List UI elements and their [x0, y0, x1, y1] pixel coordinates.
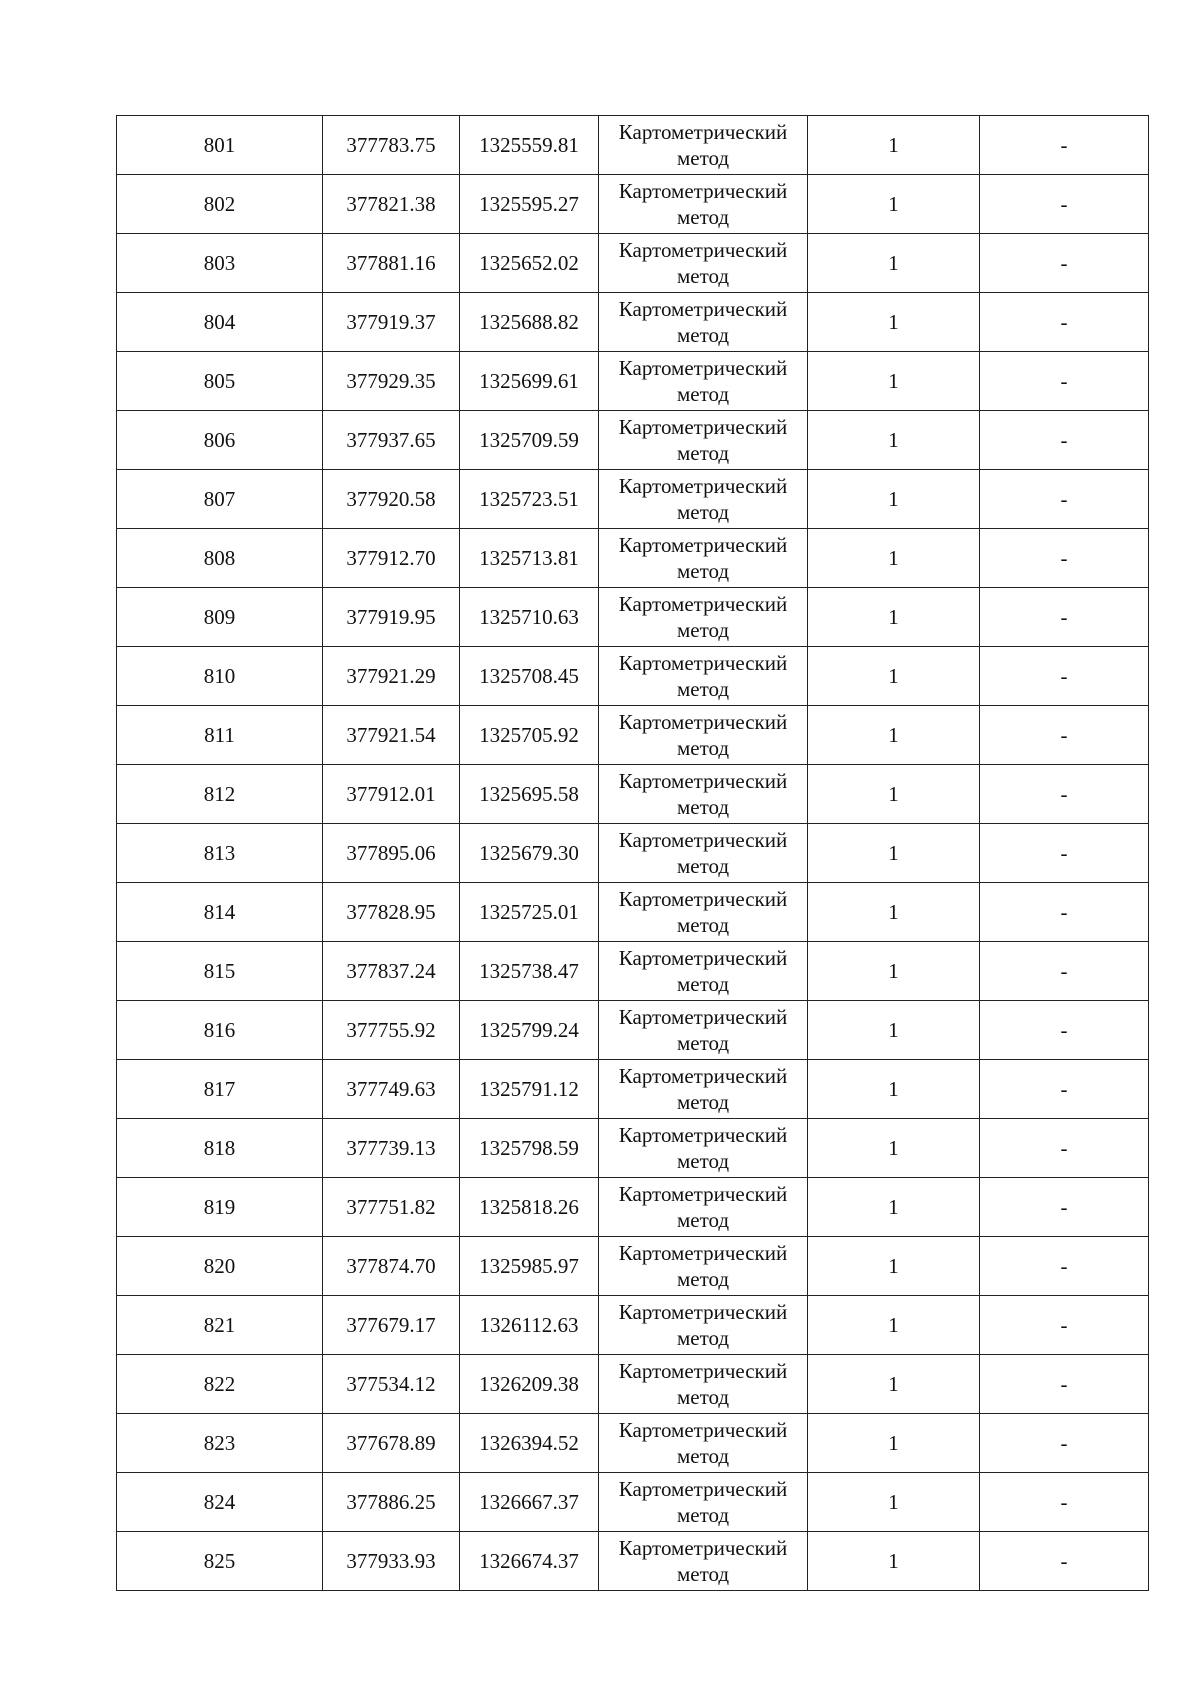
table-row: [117, 1355, 1149, 1414]
table-row: [117, 588, 1149, 647]
cell-note: -: [980, 1355, 1149, 1414]
cell-y-coordinate: 1326209.38: [460, 1355, 599, 1414]
cell-point-number: 805: [117, 352, 323, 411]
cell-point-number: 803: [117, 234, 323, 293]
cell-accuracy: 1: [808, 1532, 980, 1591]
method-line-2: метод: [676, 1267, 730, 1291]
cell-point-number: 802: [117, 175, 323, 234]
cell-x-coordinate: 377933.93: [323, 1532, 460, 1591]
cell-x-coordinate: 377821.38: [323, 175, 460, 234]
cell-method: [599, 588, 808, 647]
cell-accuracy: 1: [808, 1119, 980, 1178]
cell-y-coordinate: 1326394.52: [460, 1414, 599, 1473]
method-line-1: Картометрический: [618, 828, 788, 852]
cell-x-coordinate: 377783.75: [323, 116, 460, 175]
method-line-1: Картометрический: [618, 533, 788, 557]
cell-x-coordinate: 377912.01: [323, 765, 460, 824]
cell-method: [599, 706, 808, 765]
method-line-2: метод: [676, 559, 730, 583]
cell-x-coordinate: 377679.17: [323, 1296, 460, 1355]
cell-accuracy: 1: [808, 293, 980, 352]
method-line-2: метод: [676, 618, 730, 642]
method-line-2: метод: [676, 972, 730, 996]
cell-y-coordinate: 1325723.51: [460, 470, 599, 529]
method-line-1: Картометрический: [618, 1418, 788, 1442]
cell-accuracy: 1: [808, 1001, 980, 1060]
cell-note: -: [980, 883, 1149, 942]
method-line-1: Картометрический: [618, 1359, 788, 1383]
cell-y-coordinate: 1325799.24: [460, 1001, 599, 1060]
cell-accuracy: 1: [808, 175, 980, 234]
table-row: [117, 1414, 1149, 1473]
cell-accuracy: 1: [808, 411, 980, 470]
cell-method: [599, 1001, 808, 1060]
table-row: [117, 883, 1149, 942]
method-line-2: метод: [676, 382, 730, 406]
cell-method: [599, 1473, 808, 1532]
cell-y-coordinate: 1325713.81: [460, 529, 599, 588]
method-line-1: Картометрический: [618, 297, 788, 321]
method-line-1: Картометрический: [618, 1005, 788, 1029]
method-line-2: метод: [676, 1444, 730, 1468]
cell-point-number: 807: [117, 470, 323, 529]
table-body: [117, 116, 1149, 1591]
cell-x-coordinate: 377886.25: [323, 1473, 460, 1532]
method-line-2: метод: [676, 146, 730, 170]
cell-accuracy: 1: [808, 1060, 980, 1119]
cell-method: [599, 116, 808, 175]
method-line-1: Картометрический: [618, 415, 788, 439]
cell-x-coordinate: 377828.95: [323, 883, 460, 942]
cell-note: -: [980, 1001, 1149, 1060]
cell-note: -: [980, 1296, 1149, 1355]
method-line-2: метод: [676, 913, 730, 937]
method-line-2: метод: [676, 205, 730, 229]
method-line-2: метод: [676, 1562, 730, 1586]
cell-x-coordinate: 377921.54: [323, 706, 460, 765]
cell-method: [599, 529, 808, 588]
cell-y-coordinate: 1325791.12: [460, 1060, 599, 1119]
cell-method: [599, 234, 808, 293]
cell-y-coordinate: 1326667.37: [460, 1473, 599, 1532]
cell-point-number: 819: [117, 1178, 323, 1237]
cell-method: [599, 942, 808, 1001]
cell-note: -: [980, 1473, 1149, 1532]
cell-accuracy: 1: [808, 588, 980, 647]
cell-method: [599, 883, 808, 942]
cell-point-number: 814: [117, 883, 323, 942]
cell-point-number: 809: [117, 588, 323, 647]
method-line-2: метод: [676, 441, 730, 465]
cell-point-number: 804: [117, 293, 323, 352]
cell-point-number: 825: [117, 1532, 323, 1591]
method-line-1: Картометрический: [618, 1477, 788, 1501]
cell-y-coordinate: 1325699.61: [460, 352, 599, 411]
cell-method: [599, 411, 808, 470]
table-row: [117, 1060, 1149, 1119]
cell-point-number: 820: [117, 1237, 323, 1296]
cell-y-coordinate: 1325708.45: [460, 647, 599, 706]
cell-x-coordinate: 377751.82: [323, 1178, 460, 1237]
cell-point-number: 815: [117, 942, 323, 1001]
cell-x-coordinate: 377874.70: [323, 1237, 460, 1296]
cell-y-coordinate: 1325595.27: [460, 175, 599, 234]
cell-note: -: [980, 352, 1149, 411]
method-line-1: Картометрический: [618, 356, 788, 380]
cell-note: -: [980, 824, 1149, 883]
method-line-2: метод: [676, 677, 730, 701]
cell-method: [599, 1532, 808, 1591]
cell-x-coordinate: 377919.95: [323, 588, 460, 647]
cell-accuracy: 1: [808, 942, 980, 1001]
cell-accuracy: 1: [808, 1414, 980, 1473]
table-row: [117, 293, 1149, 352]
cell-method: [599, 647, 808, 706]
cell-method: [599, 1119, 808, 1178]
method-line-1: Картометрический: [618, 710, 788, 734]
cell-point-number: 810: [117, 647, 323, 706]
method-line-2: метод: [676, 1208, 730, 1232]
table-row: [117, 706, 1149, 765]
cell-note: -: [980, 647, 1149, 706]
cell-note: -: [980, 588, 1149, 647]
cell-point-number: 823: [117, 1414, 323, 1473]
method-line-1: Картометрический: [618, 651, 788, 675]
table-row: [117, 352, 1149, 411]
cell-accuracy: 1: [808, 883, 980, 942]
cell-point-number: 806: [117, 411, 323, 470]
table-row: [117, 647, 1149, 706]
method-line-1: Картометрический: [618, 120, 788, 144]
cell-note: -: [980, 411, 1149, 470]
cell-point-number: 801: [117, 116, 323, 175]
cell-note: -: [980, 1414, 1149, 1473]
cell-y-coordinate: 1325985.97: [460, 1237, 599, 1296]
cell-note: -: [980, 470, 1149, 529]
cell-y-coordinate: 1325710.63: [460, 588, 599, 647]
method-line-1: Картометрический: [618, 1123, 788, 1147]
method-line-2: метод: [676, 1326, 730, 1350]
cell-method: [599, 1296, 808, 1355]
table-row: [117, 1119, 1149, 1178]
method-line-1: Картометрический: [618, 592, 788, 616]
cell-y-coordinate: 1325695.58: [460, 765, 599, 824]
cell-accuracy: 1: [808, 824, 980, 883]
table-row: [117, 1237, 1149, 1296]
cell-accuracy: 1: [808, 1355, 980, 1414]
cell-accuracy: 1: [808, 1237, 980, 1296]
cell-point-number: 818: [117, 1119, 323, 1178]
cell-y-coordinate: 1325738.47: [460, 942, 599, 1001]
method-line-2: метод: [676, 264, 730, 288]
method-line-1: Картометрический: [618, 1182, 788, 1206]
cell-method: [599, 175, 808, 234]
cell-accuracy: 1: [808, 1178, 980, 1237]
method-line-2: метод: [676, 736, 730, 760]
cell-y-coordinate: 1325705.92: [460, 706, 599, 765]
cell-point-number: 822: [117, 1355, 323, 1414]
method-line-2: метод: [676, 500, 730, 524]
cell-x-coordinate: 377678.89: [323, 1414, 460, 1473]
table-row: [117, 470, 1149, 529]
cell-x-coordinate: 377881.16: [323, 234, 460, 293]
cell-note: -: [980, 1237, 1149, 1296]
method-line-1: Картометрический: [618, 238, 788, 262]
table-row: [117, 1296, 1149, 1355]
cell-x-coordinate: 377895.06: [323, 824, 460, 883]
cell-x-coordinate: 377755.92: [323, 1001, 460, 1060]
method-line-1: Картометрический: [618, 1300, 788, 1324]
cell-note: -: [980, 1119, 1149, 1178]
cell-note: -: [980, 942, 1149, 1001]
cell-note: -: [980, 116, 1149, 175]
cell-note: -: [980, 765, 1149, 824]
cell-y-coordinate: 1325798.59: [460, 1119, 599, 1178]
cell-point-number: 811: [117, 706, 323, 765]
cell-accuracy: 1: [808, 529, 980, 588]
cell-accuracy: 1: [808, 116, 980, 175]
coordinates-table: [116, 115, 1149, 1591]
method-line-1: Картометрический: [618, 474, 788, 498]
cell-x-coordinate: 377921.29: [323, 647, 460, 706]
cell-accuracy: 1: [808, 765, 980, 824]
cell-method: [599, 293, 808, 352]
table-row: [117, 116, 1149, 175]
cell-y-coordinate: 1325652.02: [460, 234, 599, 293]
cell-note: -: [980, 529, 1149, 588]
cell-point-number: 824: [117, 1473, 323, 1532]
cell-x-coordinate: 377912.70: [323, 529, 460, 588]
table-row: [117, 765, 1149, 824]
table-row: [117, 175, 1149, 234]
cell-accuracy: 1: [808, 647, 980, 706]
cell-method: [599, 352, 808, 411]
method-line-2: метод: [676, 1385, 730, 1409]
table-row: [117, 411, 1149, 470]
table-row: [117, 234, 1149, 293]
cell-method: [599, 1060, 808, 1119]
cell-point-number: 821: [117, 1296, 323, 1355]
cell-method: [599, 1178, 808, 1237]
cell-note: -: [980, 706, 1149, 765]
cell-note: -: [980, 1060, 1149, 1119]
method-line-1: Картометрический: [618, 1064, 788, 1088]
cell-method: [599, 470, 808, 529]
cell-note: -: [980, 1178, 1149, 1237]
cell-x-coordinate: 377749.63: [323, 1060, 460, 1119]
method-line-1: Картометрический: [618, 769, 788, 793]
cell-accuracy: 1: [808, 1296, 980, 1355]
cell-point-number: 808: [117, 529, 323, 588]
cell-x-coordinate: 377920.58: [323, 470, 460, 529]
cell-y-coordinate: 1326674.37: [460, 1532, 599, 1591]
method-line-1: Картометрический: [618, 1536, 788, 1560]
cell-method: [599, 1414, 808, 1473]
cell-y-coordinate: 1325818.26: [460, 1178, 599, 1237]
cell-accuracy: 1: [808, 352, 980, 411]
table-row: [117, 1178, 1149, 1237]
method-line-2: метод: [676, 1090, 730, 1114]
cell-note: -: [980, 175, 1149, 234]
cell-x-coordinate: 377919.37: [323, 293, 460, 352]
cell-x-coordinate: 377937.65: [323, 411, 460, 470]
cell-point-number: 817: [117, 1060, 323, 1119]
method-line-2: метод: [676, 795, 730, 819]
cell-method: [599, 1355, 808, 1414]
method-line-2: метод: [676, 854, 730, 878]
method-line-1: Картометрический: [618, 1241, 788, 1265]
cell-note: -: [980, 1532, 1149, 1591]
cell-y-coordinate: 1325725.01: [460, 883, 599, 942]
table-row: [117, 1001, 1149, 1060]
method-line-1: Картометрический: [618, 887, 788, 911]
cell-accuracy: 1: [808, 1473, 980, 1532]
table-row: [117, 942, 1149, 1001]
cell-note: -: [980, 234, 1149, 293]
cell-y-coordinate: 1326112.63: [460, 1296, 599, 1355]
method-line-2: метод: [676, 1149, 730, 1173]
table-row: [117, 824, 1149, 883]
cell-point-number: 816: [117, 1001, 323, 1060]
table-row: [117, 529, 1149, 588]
method-line-2: метод: [676, 323, 730, 347]
cell-accuracy: 1: [808, 470, 980, 529]
cell-method: [599, 824, 808, 883]
table-row: [117, 1532, 1149, 1591]
cell-x-coordinate: 377929.35: [323, 352, 460, 411]
cell-method: [599, 1237, 808, 1296]
cell-method: [599, 765, 808, 824]
cell-accuracy: 1: [808, 706, 980, 765]
cell-accuracy: 1: [808, 234, 980, 293]
cell-y-coordinate: 1325679.30: [460, 824, 599, 883]
cell-point-number: 812: [117, 765, 323, 824]
cell-note: -: [980, 293, 1149, 352]
cell-point-number: 813: [117, 824, 323, 883]
cell-x-coordinate: 377739.13: [323, 1119, 460, 1178]
method-line-2: метод: [676, 1031, 730, 1055]
method-line-1: Картометрический: [618, 946, 788, 970]
cell-y-coordinate: 1325709.59: [460, 411, 599, 470]
cell-y-coordinate: 1325688.82: [460, 293, 599, 352]
table-row: [117, 1473, 1149, 1532]
cell-x-coordinate: 377534.12: [323, 1355, 460, 1414]
method-line-2: метод: [676, 1503, 730, 1527]
cell-x-coordinate: 377837.24: [323, 942, 460, 1001]
cell-y-coordinate: 1325559.81: [460, 116, 599, 175]
method-line-1: Картометрический: [618, 179, 788, 203]
